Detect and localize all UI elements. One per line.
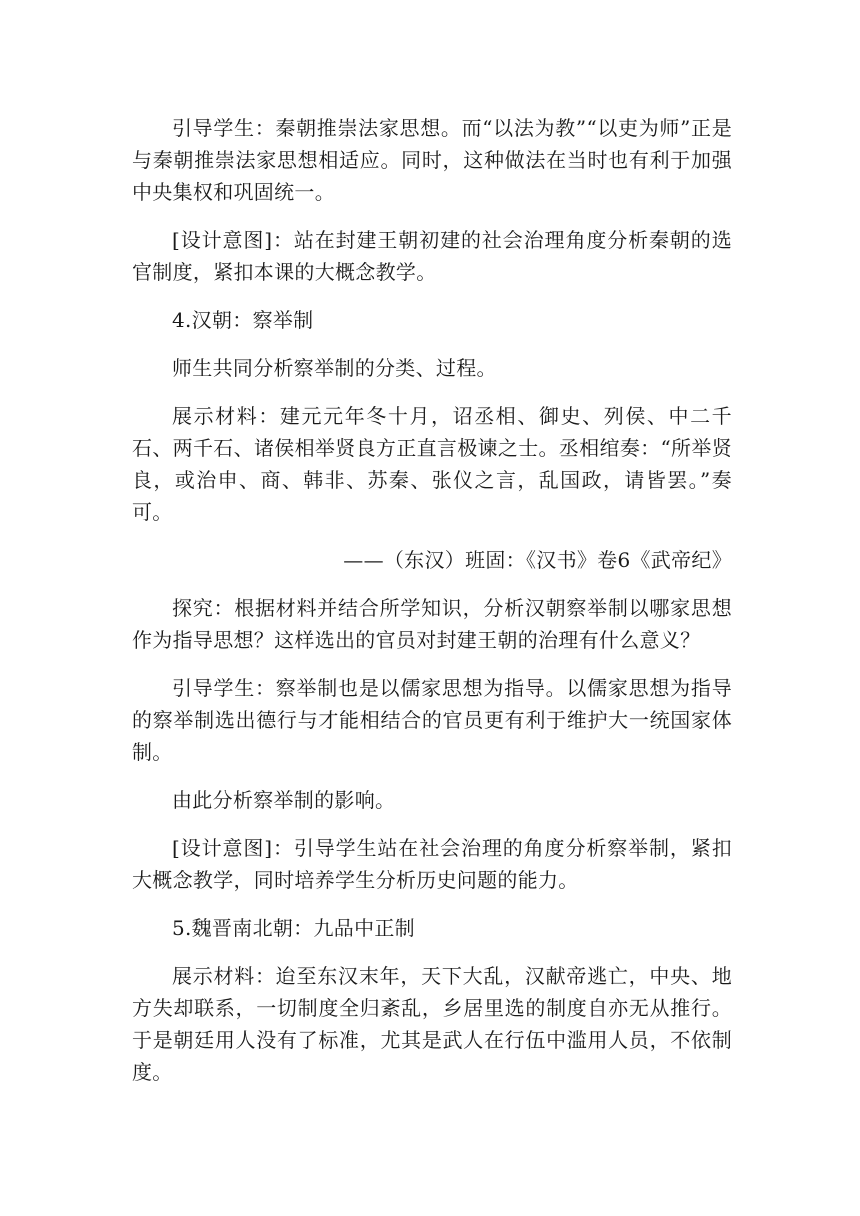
section-heading-han-chaju: 4.汉朝：察举制	[172, 308, 314, 332]
design-intent-han-paragraph: [设计意图]：引导学生站在社会治理的角度分析察举制，紧扣大概念教学，同时培养学生分析历史问题的能力。	[132, 836, 732, 892]
material-han-paragraph: 展示材料：建元元年冬十月，诏丞相、御史、列侯、中二千石、两千石、诸侯相举贤良方正直言极谏之士。丞相绾奏：“所举贤良，或治申、商、韩非、苏秦、张仪之言，乱国政，请皆罢。”奏可。	[132, 404, 732, 524]
joint-analysis-paragraph: 师生共同分析察举制的分类、过程。	[172, 356, 497, 380]
design-intent-qin-paragraph: [设计意图]：站在封建王朝初建的社会治理角度分析秦朝的选官制度，紧扣本课的大概念教学。	[132, 228, 732, 284]
material-wei-jin-paragraph: 展示材料：迨至东汉末年，天下大乱，汉献帝逃亡，中央、地方失却联系，一切制度全归紊乱，乡居里选的制度自亦无从推行。于是朝廷用人没有了标准，尤其是武人在行伍中滥用人员，不依制度。	[132, 964, 732, 1084]
guide-students-qin-paragraph: 引导学生：秦朝推崇法家思想。而“以法为教”“以吏为师”正是与秦朝推崇法家思想相适应。同时，这种做法在当时也有利于加强中央集权和巩固统一。	[132, 116, 732, 204]
influence-analysis-paragraph: 由此分析察举制的影响。	[172, 788, 396, 812]
inquiry-question-paragraph: 探究：根据材料并结合所学知识，分析汉朝察举制以哪家思想作为指导思想？这样选出的官员对封建王朝的治理有什么意义？	[132, 596, 732, 652]
source-citation: ——（东汉）班固：《汉书》卷6《武帝纪》	[343, 548, 732, 572]
guide-students-han-paragraph: 引导学生：察举制也是以儒家思想为指导。以儒家思想为指导的察举制选出德行与才能相结合的官员更有利于维护大一统国家体制。	[132, 676, 732, 764]
section-heading-wei-jin: 5.魏晋南北朝：九品中正制	[172, 916, 415, 940]
document-page	[132, 112, 732, 1104]
